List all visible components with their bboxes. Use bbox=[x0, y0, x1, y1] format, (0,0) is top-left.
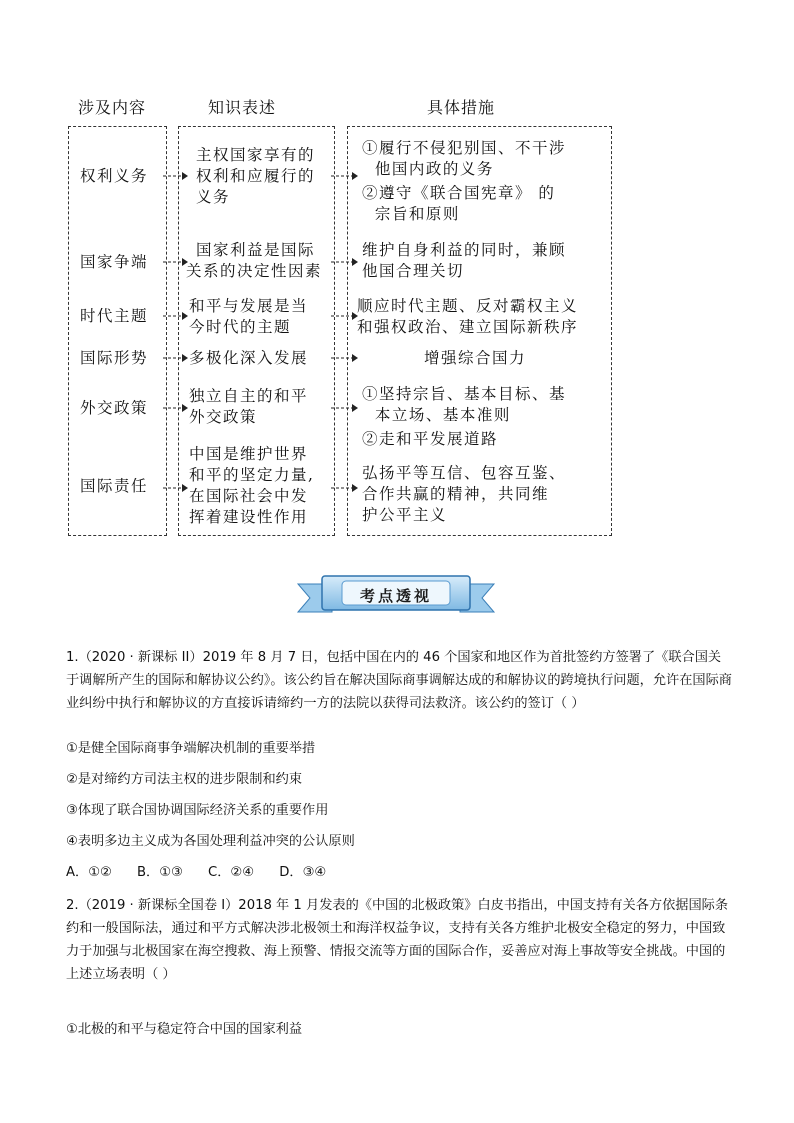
header-knowledge: 知识表述 bbox=[208, 98, 277, 117]
arrow-right-icon bbox=[331, 483, 358, 493]
arrow-right-icon bbox=[331, 353, 358, 363]
topic-cell: 权利义务 bbox=[80, 167, 149, 185]
question-1-choices: A．①② B．①③ C．②④ D．③④ bbox=[66, 865, 327, 880]
measure-line: ①履行不侵犯别国、不干涉 bbox=[362, 139, 567, 157]
knowledge-line: 主权国家享有的 bbox=[196, 146, 316, 164]
measure-line: 护公平主义 bbox=[362, 506, 448, 524]
topic-column-box bbox=[68, 126, 167, 536]
measure-line: 他国内政的义务 bbox=[362, 160, 494, 178]
measure-line: 增强综合国力 bbox=[424, 349, 527, 367]
knowledge-line: 和平与发展是当 bbox=[189, 297, 309, 315]
section-banner bbox=[296, 572, 496, 618]
topic-cell: 时代主题 bbox=[80, 307, 149, 325]
arrow-right-icon bbox=[163, 257, 188, 267]
arrow-right-icon bbox=[331, 403, 358, 413]
knowledge-line: 和平的坚定力量, bbox=[189, 466, 315, 484]
measure-line: 他国合理关切 bbox=[362, 262, 465, 280]
knowledge-line: 在国际社会中发 bbox=[189, 487, 309, 505]
arrow-right-icon bbox=[331, 171, 358, 181]
arrow-right-icon bbox=[163, 483, 188, 493]
measure-line: ②走和平发展道路 bbox=[362, 430, 499, 448]
question-1-option: ④表明多边主义成为各国处理利益冲突的公认原则 bbox=[66, 834, 355, 849]
measure-line: 合作共赢的精神，共同维 bbox=[362, 485, 550, 503]
question-1-text: 1.（2020 · 新课标 II）2019 年 8 月 7 日，包括中国在内的 46 个国家和地区作为首批签约方签署了《联合国关于调解所产生的国际和解协议公约》。该公约旨在解决国际商事调解达成的和解协议的跨境执行问题，允许在国际商业纠纷中执行和解协议的方直接诉请缔约一方的法院以获得司法救济。该公约的签订（ ） bbox=[66, 650, 732, 711]
arrow-right-icon bbox=[331, 311, 358, 321]
measure-line: 宗旨和原则 bbox=[362, 205, 460, 223]
question-2-text: 2.（2019 · 新课标全国卷 I）2018 年 1 月发表的《中国的北极政策》白皮书指出，中国支持有关各方依据国际条约和一般国际法，通过和平方式解决涉北极领土和海洋权益争议，支持有关各方维护北极安全稳定的努力，中国致力于加强与北极国家在海空搜救、海上预警、情报交流等方面的国际合作，妥善应对海上事故等安全挑战。中国的上述立场表明（ ） bbox=[66, 898, 729, 982]
arrow-right-icon bbox=[163, 311, 188, 321]
topic-cell: 国家争端 bbox=[80, 253, 149, 271]
measure-line: 顺应时代主题、反对霸权主义 bbox=[357, 297, 579, 315]
knowledge-line: 挥着建设性作用 bbox=[189, 508, 309, 526]
measure-line: 和强权政治、建立国际新秩序 bbox=[357, 318, 579, 336]
measure-line: ②遵守《联合国宪章》 的 bbox=[362, 184, 556, 202]
measure-line: 弘扬平等互信、包容互鉴、 bbox=[362, 464, 567, 482]
arrow-right-icon bbox=[163, 403, 188, 413]
measure-line: ①坚持宗旨、基本目标、基 bbox=[362, 385, 567, 403]
arrow-right-icon bbox=[163, 353, 188, 363]
measure-line: 维护自身利益的同时，兼顾 bbox=[362, 241, 567, 259]
header-topic: 涉及内容 bbox=[78, 98, 147, 117]
measure-line: 本立场、基本准则 bbox=[362, 406, 511, 424]
knowledge-line: 多极化深入发展 bbox=[189, 349, 309, 367]
arrow-right-icon bbox=[331, 257, 358, 267]
header-measures: 具体措施 bbox=[427, 98, 496, 117]
knowledge-line: 权利和应履行的 bbox=[196, 167, 316, 185]
banner-title: 考点透视 bbox=[359, 586, 432, 605]
knowledge-line: 今时代的主题 bbox=[189, 318, 292, 336]
question-1-option: ③体现了联合国协调国际经济关系的重要作用 bbox=[66, 803, 329, 818]
topic-cell: 国际形势 bbox=[80, 349, 149, 367]
knowledge-line: 关系的决定性因素 bbox=[186, 262, 323, 280]
knowledge-line: 独立自主的和平 bbox=[189, 387, 309, 405]
question-2-option: ①北极的和平与稳定符合中国的国家利益 bbox=[66, 1022, 303, 1037]
knowledge-line: 国家利益是国际 bbox=[196, 241, 316, 259]
knowledge-line: 义务 bbox=[196, 188, 231, 206]
arrow-right-icon bbox=[163, 171, 188, 181]
knowledge-line: 中国是维护世界 bbox=[189, 445, 309, 463]
question-1-option: ②是对缔约方司法主权的进步限制和约束 bbox=[66, 772, 303, 787]
topic-cell: 外交政策 bbox=[80, 399, 149, 417]
knowledge-line: 外交政策 bbox=[189, 408, 258, 426]
question-1-option: ①是健全国际商事争端解决机制的重要举措 bbox=[66, 741, 316, 756]
topic-cell: 国际责任 bbox=[80, 477, 149, 495]
